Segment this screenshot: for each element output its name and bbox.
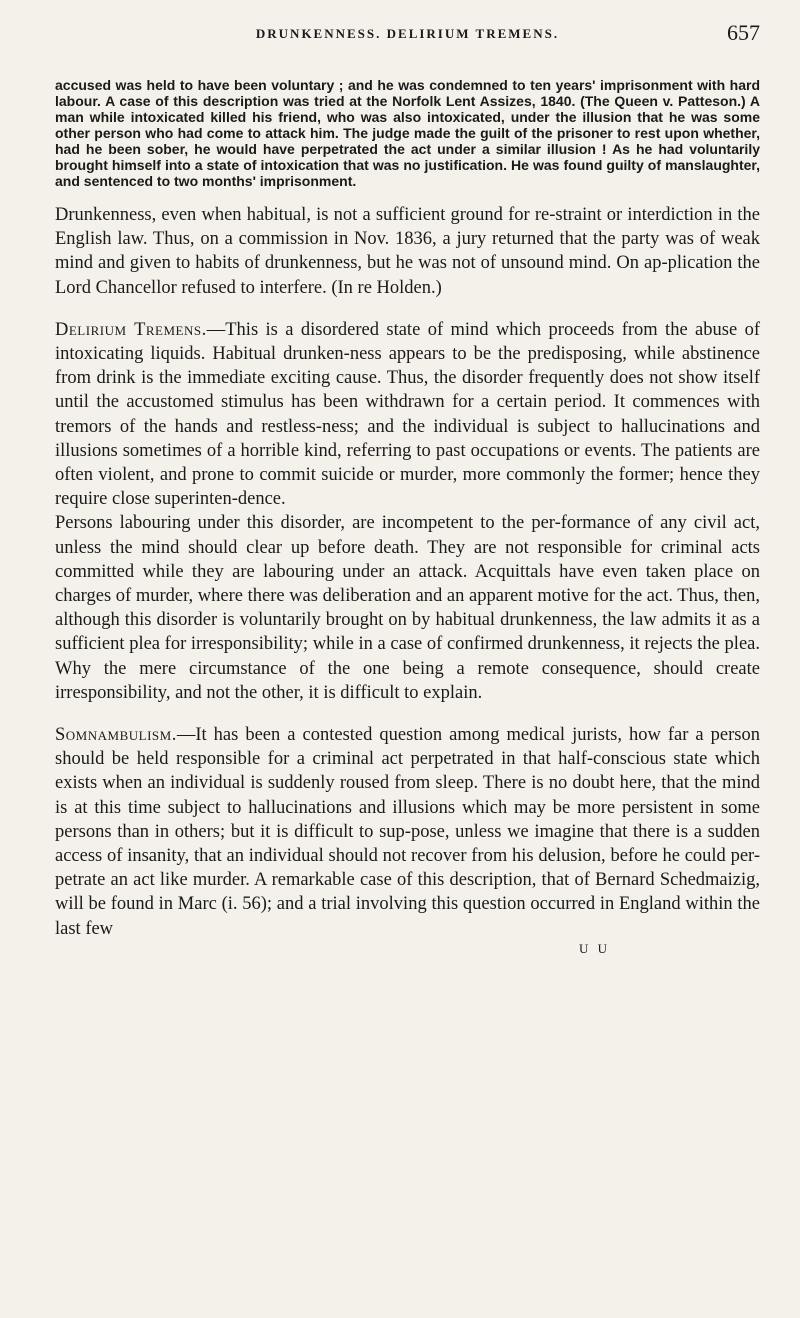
- delirium-tremens-heading: Delirium Tremens.: [55, 319, 207, 340]
- page-number: 657: [727, 20, 760, 45]
- delirium-tremens-paragraph: [55, 318, 760, 512]
- running-head: [55, 18, 760, 48]
- signature-mark: U U: [578, 940, 610, 956]
- somnambulism-text: —It has been a contested question among medical jurists, how far a person should be held responsible for a criminal act perpetrated in that half-conscious state which exists when an individual is suddenly roused from sleep. There is no doubt here, that the mind is at this time subject to hallucinations and illusions which may be more persistent in some persons than in others; but it is difficult to sup-pose, unless we imagine that there is a sudden access of insanity, that an individual should not recover from his delusion, before he could per-petrate an act like murder. A remarkable case of this description, that of Bernard Schedmaizig, will be found in Marc (i. 56); and a trial involving this question occurred in England within the last few: [55, 725, 760, 939]
- running-title: DRUNKENNESS. DELIRIUM TREMENS.: [255, 26, 560, 41]
- case-report-paragraph: accused was held to have been voluntary ; and he was condemned to ten years' imprisonment with hard labour. A case of this description was tried at the Norfolk Lent Assizes, 1840. (The Queen v. Patteson.) A man while intoxicated killed his friend, who was also intoxicated, under the illusion that he was some other person who had come to attack him. The judge made the guilt of the prisoner to rest upon whether, had he been sober, he would have perpetrated the act under a similar illusion ! As he had voluntarily brought himself into a state of intoxication that was no justification. He was found guilty of manslaughter, and sentenced to two months' imprisonment.: [55, 77, 760, 189]
- somnambulism-heading: Somnambulism.: [55, 725, 177, 746]
- delirium-tremens-text: —This is a disordered state of mind which proceeds from the abuse of intoxicating liquids. Habitual drunken-ness appears to be the predisposing, while abstinence from drink is the immediate exciting cause. Thus, the disorder frequently does not show itself until the accustomed stimulus has been withdrawn for a certain period. It commences with tremors of the hands and restless-ness; and the individual is subject to hallucinations and illusions sometimes of a horrible kind, referring to past occupations or events. The patients are often violent, and prone to commit suicide or murder, more commonly the former; hence they require close superinten-dence.: [55, 319, 760, 510]
- drunkenness-paragraph: Drunkenness, even when habitual, is not a sufficient ground for re-straint or interdiction in the English law. Thus, on a commission in Nov. 1836, a jury returned that the party was of weak mind and given to habits of drunkenness, but he was not of unsound mind. On ap-plication the Lord Chancellor refused to interfere. (In re Holden.): [55, 205, 760, 298]
- book-page: [55, 18, 760, 957]
- body-text: [55, 203, 760, 941]
- persons-labouring-paragraph: Persons labouring under this disorder, are incompetent to the per-formance of any civil act, unless the mind should clear up before death. They are not responsible for criminal acts committed while they are labouring under an attack. Acquittals have even taken place on charges of murder, where there was deliberation and an apparent motive for the act. Thus, then, although this disorder is voluntarily brought on by habitual drunkenness, the law admits it as a sufficient plea for irresponsibility; while in a case of confirmed drunkenness, it rejects the plea. Why the mere circumstance of the one being a remote consequence, should create irresponsibility, and not the other, it is difficult to explain.: [55, 513, 760, 703]
- somnambulism-paragraph: [55, 723, 760, 941]
